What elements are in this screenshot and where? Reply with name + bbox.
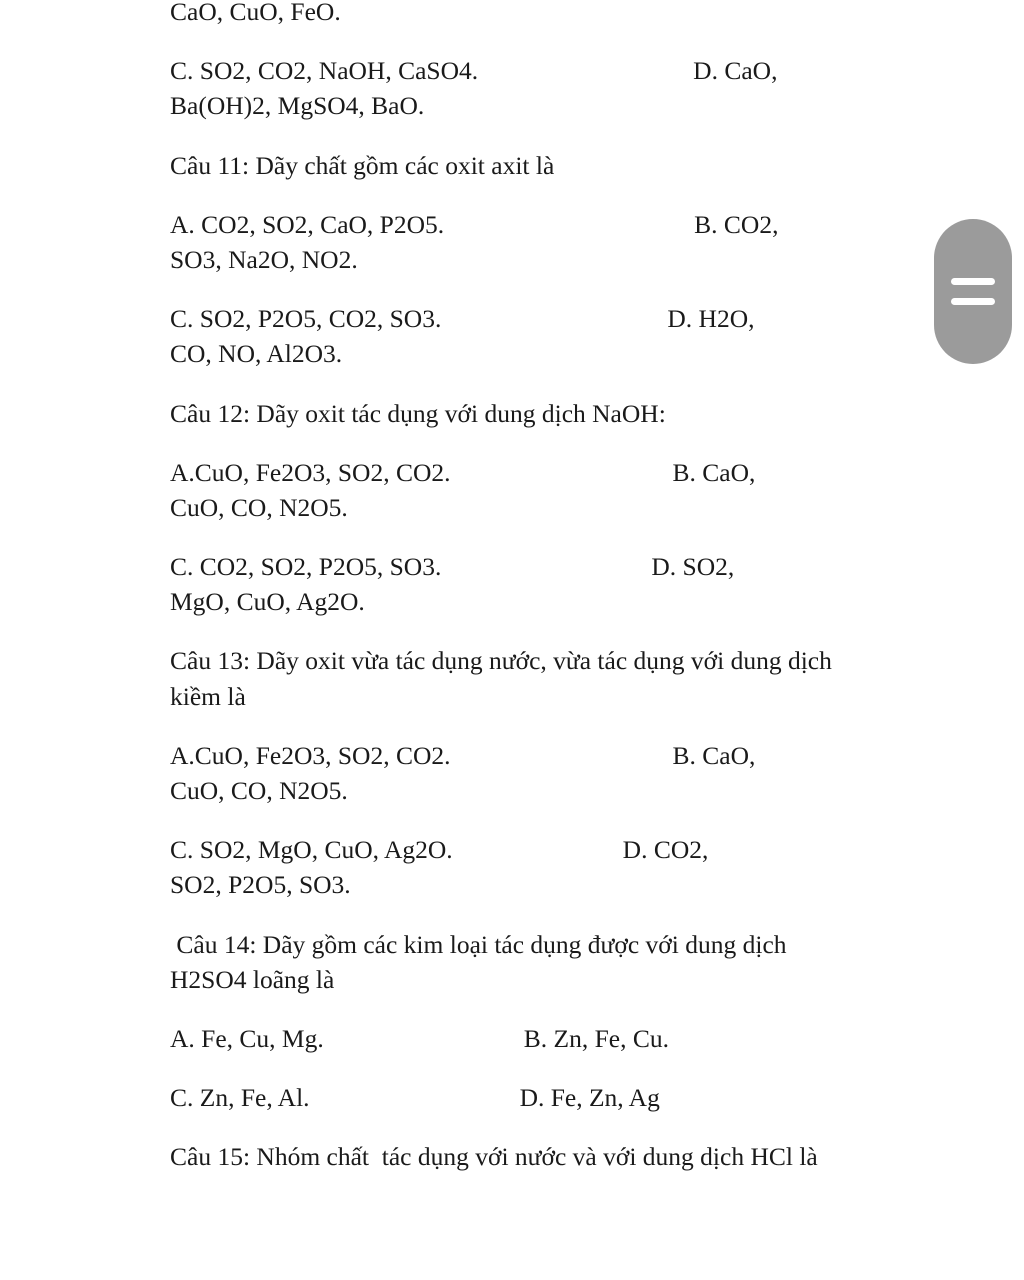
answer-option-right: D. SO2, (651, 552, 735, 582)
question-heading: Câu 13: Dãy oxit vừa tác dụng nước, vừa tác dụng với dung dịch kiềm là (170, 646, 839, 711)
answer-option-left: C. SO2, MgO, CuO, Ag2O. (170, 835, 453, 865)
answer-option-left: A.CuO, Fe2O3, SO2, CO2. (170, 740, 451, 770)
answer-option-right: D. CaO, (693, 56, 778, 86)
question-heading: Câu 15: Nhóm chất tác dụng với nước và với dung dịch HCl là (170, 1142, 818, 1172)
answer-continuation: SO2, P2O5, SO3. (170, 870, 351, 900)
answer-option-left: C. CO2, SO2, P2O5, SO3. (170, 552, 442, 582)
answer-option-right: B. CaO, (672, 457, 756, 487)
answer-continuation: CO, NO, Al2O3. (170, 339, 343, 369)
answer-row (170, 301, 854, 371)
answer-option-left: A. Fe, Cu, Mg. (170, 1023, 324, 1053)
menu-handle-icon[interactable] (934, 219, 1012, 364)
handle-bar-bottom (951, 298, 995, 305)
handle-bar-top (951, 278, 995, 285)
answer-option-right: D. H2O, (667, 304, 755, 334)
answer-option-right: B. CaO, (672, 740, 756, 770)
question-heading: Câu 11: Dãy chất gồm các oxit axit là (170, 150, 555, 180)
question-heading: Câu 12: Dãy oxit tác dụng với dung dịch NaOH: (170, 398, 666, 428)
answer-option-left: C. SO2, P2O5, CO2, SO3. (170, 304, 442, 334)
answer-row (170, 832, 854, 902)
answer-continuation: CuO, CO, N2O5. (170, 776, 348, 805)
answer-option-left: C. SO2, CO2, NaOH, CaSO4. (170, 56, 479, 86)
document-body (170, 0, 854, 1175)
answer-continuation: SO3, Na2O, NO2. (170, 244, 358, 274)
answer-option-right: D. Fe, Zn, Ag (519, 1083, 660, 1113)
answer-continuation: MgO, CuO, Ag2O. (170, 587, 365, 617)
answer-row (170, 1021, 854, 1056)
answer-option-left: C. Zn, Fe, Al. (170, 1083, 310, 1113)
answer-option-right: D. CO2, (622, 835, 709, 865)
answer-continuation: CuO, CO, N2O5. (170, 492, 348, 522)
answer-row (170, 53, 854, 123)
answer-option-right: B. Zn, Fe, Cu. (523, 1023, 669, 1053)
answer-row (170, 1080, 854, 1115)
text-paragraph: CaO, CuO, FeO. (170, 0, 341, 26)
answer-option-left: A.CuO, Fe2O3, SO2, CO2. (170, 457, 451, 487)
answer-row (170, 455, 854, 525)
question-heading: Câu 14: Dãy gồm các kim loại tác dụng được với dung dịch H2SO4 loãng là (170, 929, 793, 994)
answer-continuation: Ba(OH)2, MgSO4, BaO. (170, 91, 425, 121)
answer-option-right: B. CO2, (694, 209, 779, 239)
answer-row (170, 207, 854, 277)
answer-option-left: A. CO2, SO2, CaO, P2O5. (170, 209, 445, 239)
answer-row (170, 738, 854, 808)
answer-row (170, 549, 854, 619)
